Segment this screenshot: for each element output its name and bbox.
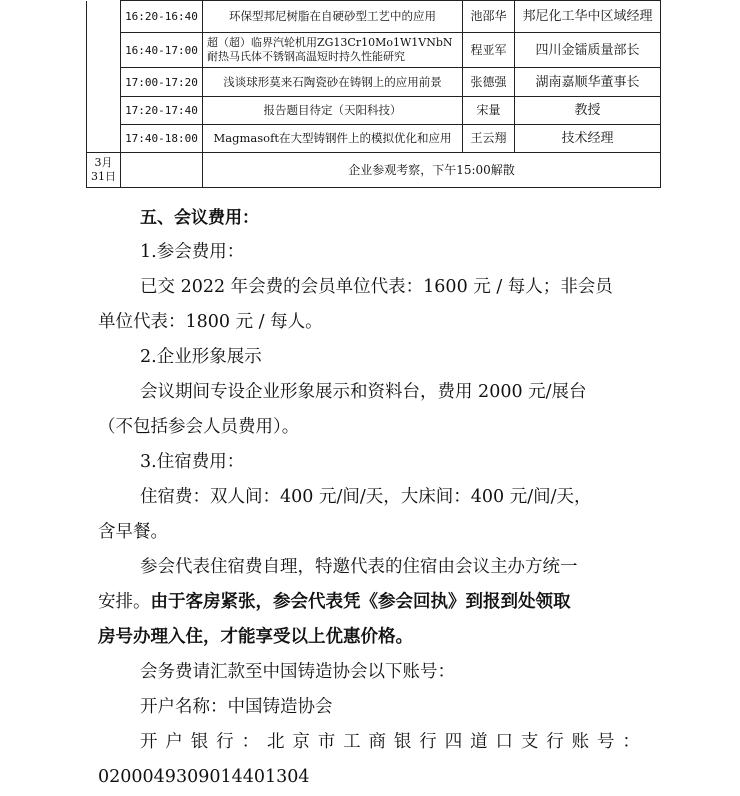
table-row — [87, 1, 661, 33]
account-number: 0200049309014401304 — [98, 767, 310, 787]
speaker-cell: 王云翔 — [463, 125, 515, 153]
role-cell: 邦尼化工华中区域经理 — [515, 1, 661, 33]
date-day: 31日 — [91, 170, 116, 183]
item-title: 2.企业形象展示 — [140, 347, 262, 367]
table-row — [87, 153, 661, 188]
paragraph-line: 住宿费：双人间：400 元/间/天，大床间：400 元/间/天， — [140, 487, 592, 507]
date-cell — [87, 153, 121, 188]
role-cell: 四川金镭质量部长 — [515, 33, 661, 68]
date-cell — [87, 1, 121, 153]
role-cell: 技术经理 — [515, 125, 661, 153]
paragraph-line: 已交 2022 年会费的会员单位代表：1600 元 / 每人；非会员 — [140, 277, 613, 297]
topic-cell: 超（超）临界汽轮机用ZG13Cr10Mo1W1VNbN耐热马氏体不锈钢高温短时持久性能研究 — [203, 33, 463, 68]
visit-cell: 企业参观考察，下午15:00解散 — [203, 153, 661, 188]
paragraph-line: （不包括参会人员费用）。 — [98, 417, 300, 437]
role-cell: 湖南嘉顺华董事长 — [515, 68, 661, 97]
account-name: 开户名称：中国铸造协会 — [140, 697, 333, 717]
topic-cell: 环保型邦尼树脂在自硬砂型工艺中的应用 — [203, 1, 463, 33]
table-row — [87, 125, 661, 153]
time-cell: 17:00-17:20 — [121, 68, 203, 97]
time-cell — [121, 153, 203, 188]
item-title: 3.住宿费用： — [140, 452, 245, 472]
table-row — [87, 33, 661, 68]
bank-line: 开 户 银 行 ： 北 京 市 工 商 银 行 四 道 口 支 行 账 号 ： — [140, 732, 640, 752]
paragraph-line: 含早餐。 — [98, 522, 168, 542]
date-month: 3月 — [94, 156, 113, 169]
role-cell: 教授 — [515, 97, 661, 125]
paragraph-line: 单位代表：1800 元 / 每人。 — [98, 312, 323, 332]
item-title: 1.参会费用： — [140, 242, 245, 262]
speaker-cell: 程亚军 — [463, 33, 515, 68]
time-cell: 16:40-17:00 — [121, 33, 203, 68]
paragraph-line — [98, 588, 571, 616]
plain-text: 安排。 — [98, 592, 151, 612]
speaker-cell: 池邵华 — [463, 1, 515, 33]
bold-notice: 房号办理入住，才能享受以上优惠价格。 — [98, 627, 413, 647]
time-cell: 16:20-16:40 — [121, 1, 203, 33]
bold-notice: 由于客房紧张，参会代表凭《参会回执》到报到处领取 — [150, 592, 571, 612]
speaker-cell: 张德强 — [463, 68, 515, 97]
topic-cell: 浅谈球形莫来石陶瓷砂在铸钢上的应用前景 — [203, 68, 463, 97]
time-cell: 17:40-18:00 — [121, 125, 203, 153]
topic-cell: 报告题目待定（天阳科技） — [203, 97, 463, 125]
speaker-cell: 宋量 — [463, 97, 515, 125]
paragraph-line: 参会代表住宿费自理，特邀代表的住宿由会议主办方统一 — [140, 557, 578, 577]
time-cell: 17:20-17:40 — [121, 97, 203, 125]
table-row — [87, 97, 661, 125]
section-heading: 五、会议费用： — [140, 208, 259, 228]
schedule-table — [86, 0, 661, 188]
paragraph-line: 会务费请汇款至中国铸造协会以下账号： — [140, 662, 455, 682]
table-row — [87, 68, 661, 97]
topic-cell: Magmasoft在大型铸钢件上的模拟优化和应用 — [203, 125, 463, 153]
paragraph-line: 会议期间专设企业形象展示和资料台，费用 2000 元/展台 — [140, 382, 587, 402]
